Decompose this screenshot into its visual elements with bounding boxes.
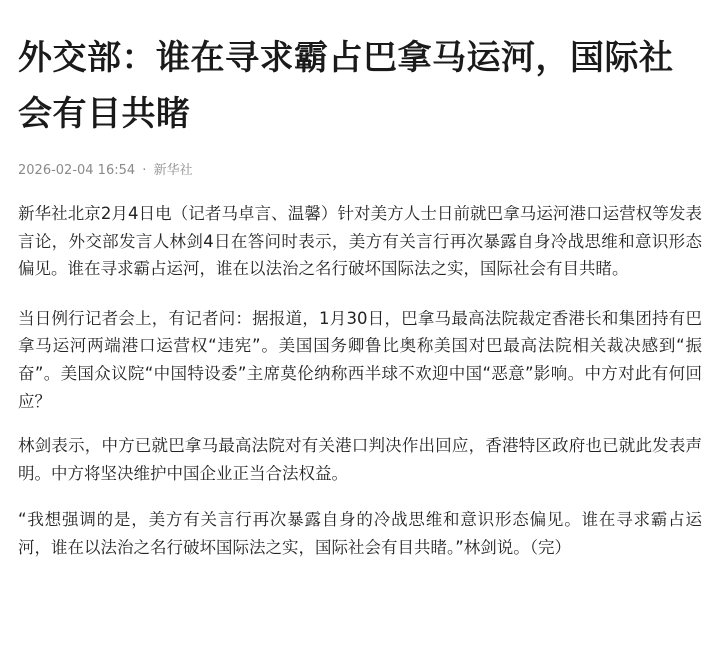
article-body — [18, 200, 702, 562]
paragraph-2: 当日例行记者会上，有记者问：据报道，1月30日，巴拿马最高法院裁定香港长和集团持有巴拿马运河两端港口运营权“违宪”。美国国务卿鲁比奥称美国对巴最高法院相关裁决感到“振奋”。美国众议院“中国特设委”主席莫伦纳称西半球不欢迎中国“恶意”影响。中方对此有何回应？ — [18, 308, 702, 411]
article-source[interactable]: 新华社 — [153, 163, 193, 178]
paragraph-4: “我想强调的是，美方有关言行再次暴露自身的冷战思维和意识形态偏见。谁在寻求霸占运河，谁在以法治之名行破坏国际法之实，国际社会有目共睹。”林剑说。（完） — [18, 510, 702, 557]
article — [18, 30, 702, 576]
publish-date: 2026-02-04 16:54 — [18, 163, 136, 178]
paragraph-1: 新华社北京2月4日电（记者马卓言、温馨）针对美方人士日前就巴拿马运河港口运营权等发表言论，外交部发言人林剑4日在答问时表示，美方有关言行再次暴露自身冷战思维和意识形态偏见。谁在寻求霸占运河，谁在以法治之名行破坏国际法之实，国际社会有目共睹。 — [18, 204, 702, 279]
paragraph-3: 林剑表示，中方已就巴拿马最高法院对有关港口判决作出回应，香港特区政府也已就此发表声明。中方将坚决维护中国企业正当合法权益。 — [18, 436, 702, 483]
article-meta — [18, 162, 702, 180]
article-title: 外交部：谁在寻求霸占巴拿马运河，国际社会有目共睹 — [18, 38, 674, 134]
meta-separator: · — [142, 163, 147, 178]
